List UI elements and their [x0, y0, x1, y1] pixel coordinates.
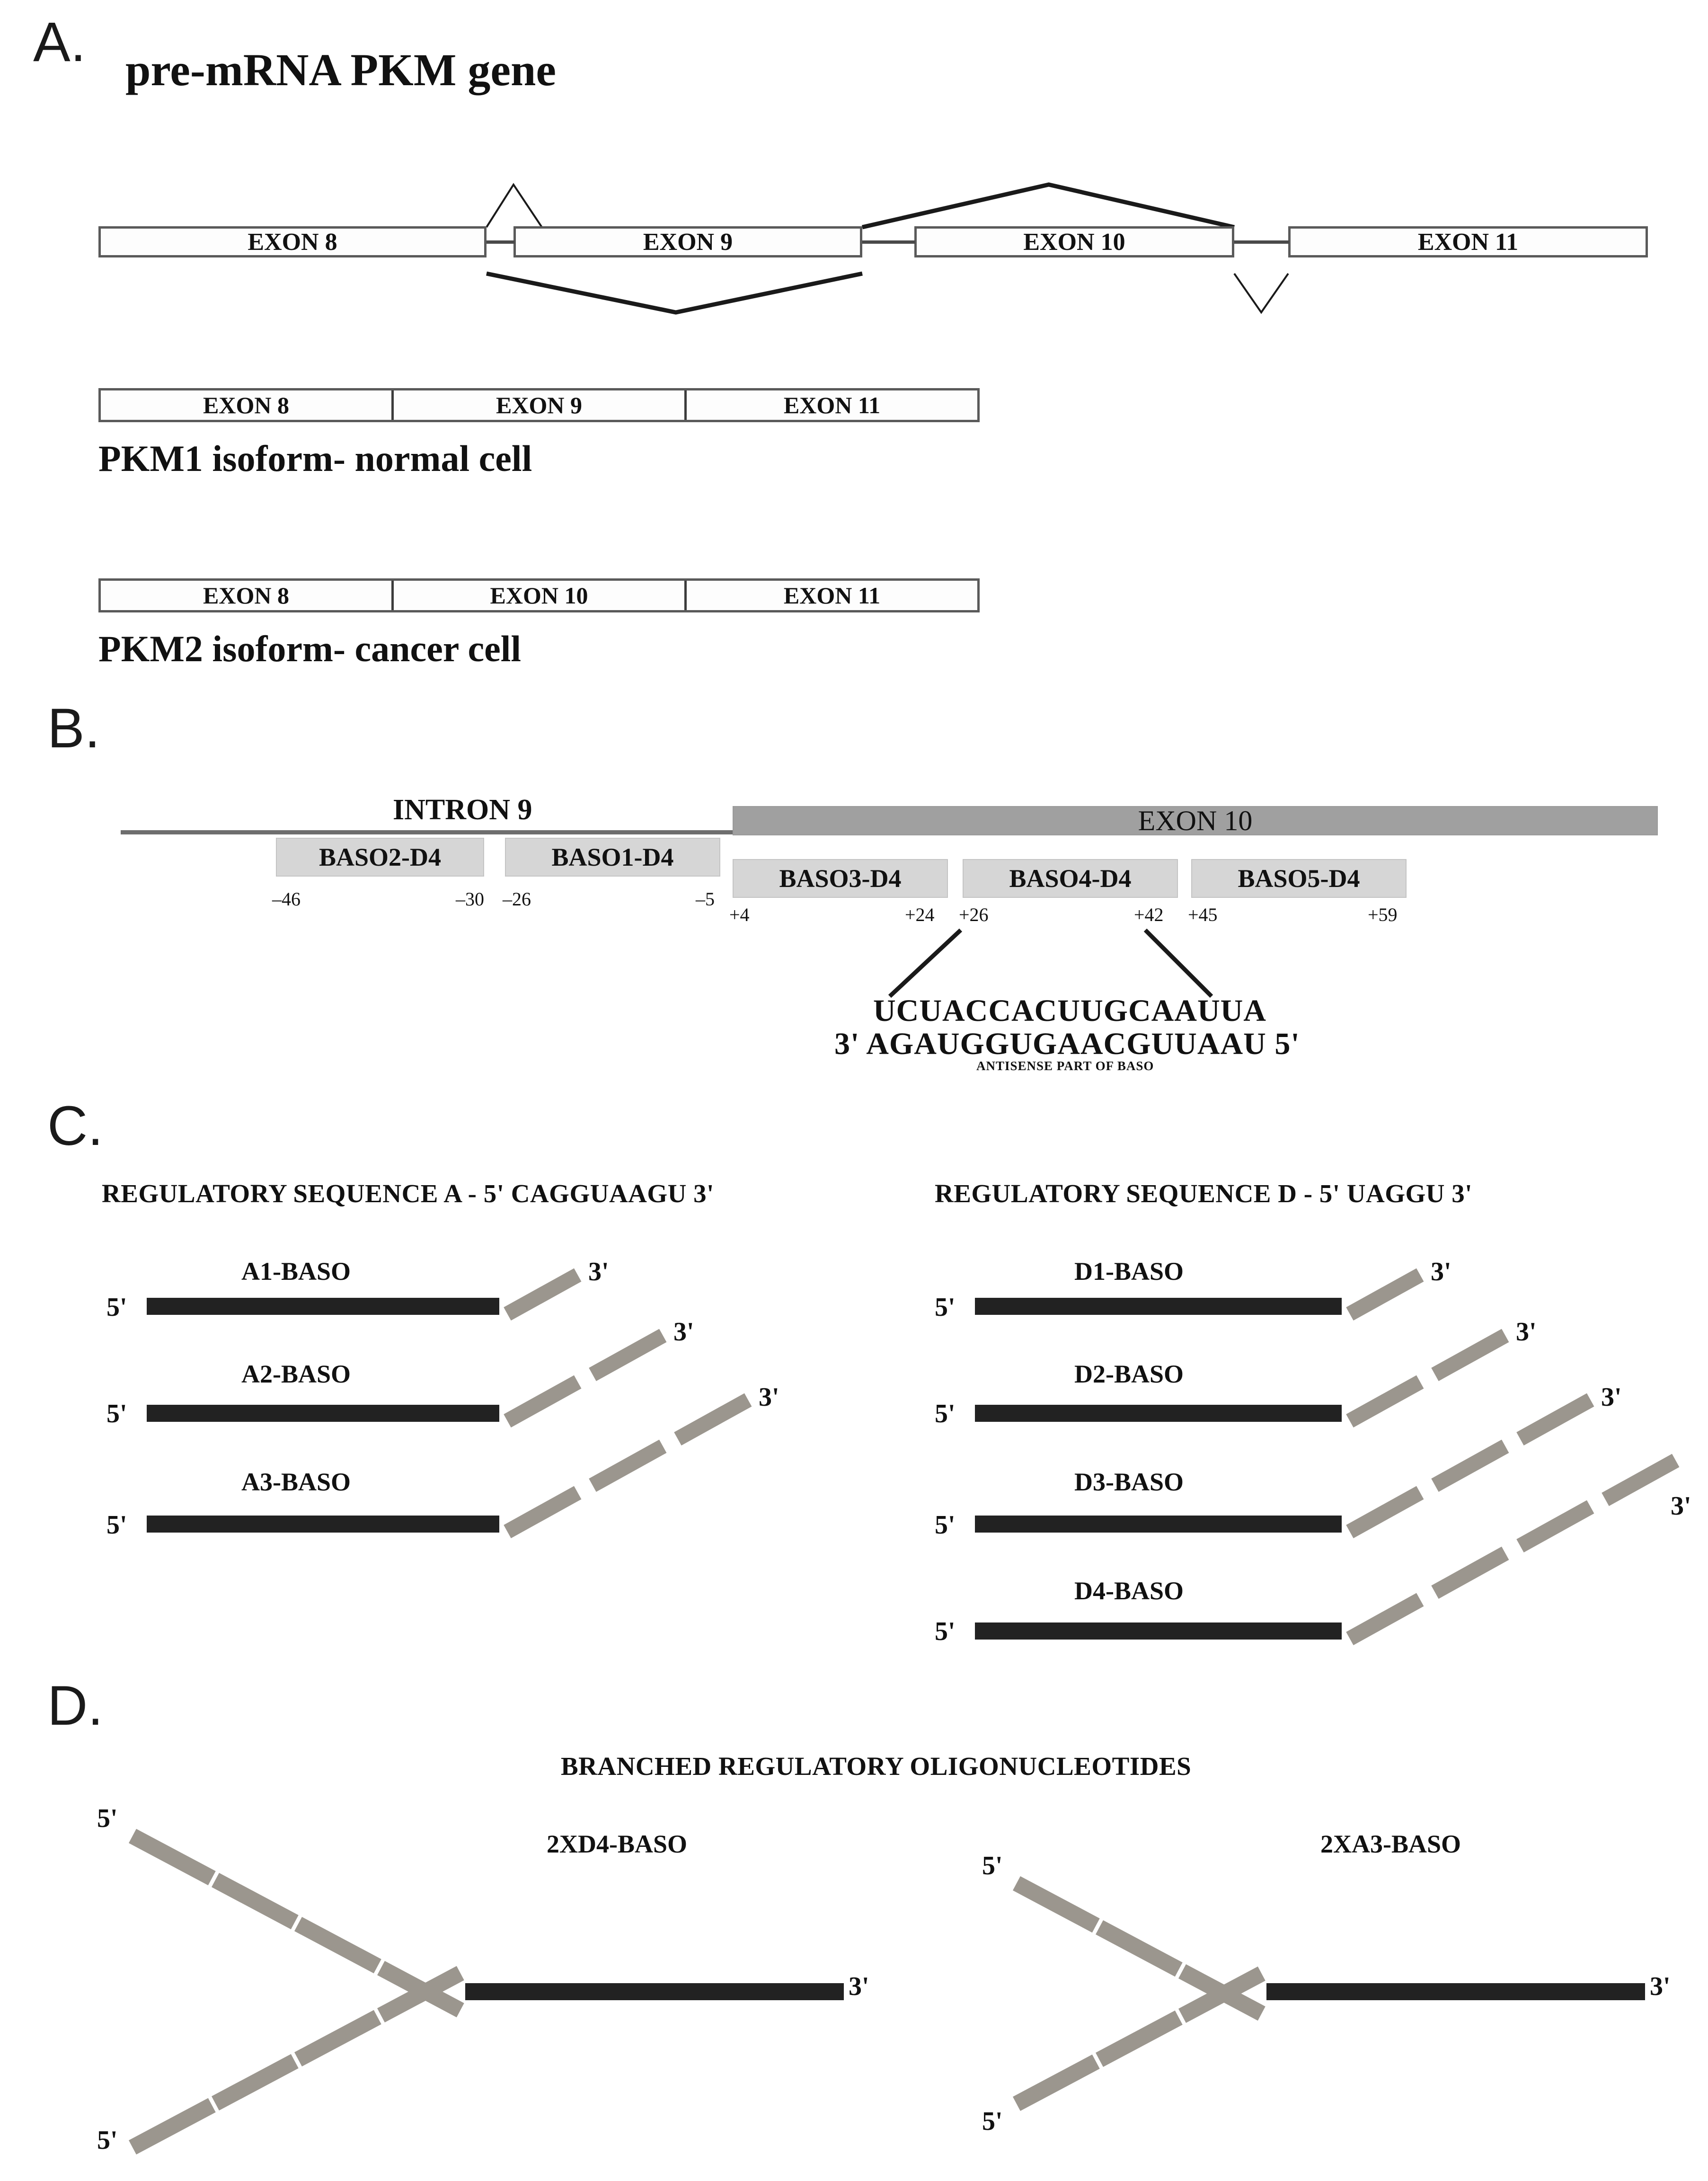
position-baso2-end: –30	[456, 888, 484, 910]
branched-dash-2xa3-bot-2	[1096, 2011, 1183, 2067]
three-prime-a2: 3'	[673, 1317, 694, 1347]
isoform2-exon-cell	[101, 581, 394, 610]
three-prime-a1: 3'	[588, 1257, 609, 1286]
five-prime-2xd4-bottom: 5'	[97, 2126, 118, 2155]
oligo-dash-d2-2	[1431, 1329, 1509, 1381]
branched-dash-2xd4-bot-3	[294, 2010, 381, 2066]
baso-box-baso3-d4[interactable]	[733, 859, 948, 898]
intron-connector-8-9	[487, 240, 515, 244]
position-baso1-end: –5	[696, 888, 715, 910]
panel-c-letter: C.	[47, 1095, 103, 1157]
panel-a-letter: A.	[33, 11, 86, 73]
sequence-sense: UCUACCACUUGCAAUUA	[873, 993, 1266, 1028]
five-prime-2xd4-top: 5'	[97, 1804, 118, 1833]
oligo-label-a1-baso: A1-BASO	[241, 1257, 351, 1286]
pkm2-isoform-strip	[98, 578, 980, 612]
oligo-label-d3-baso: D3-BASO	[1074, 1468, 1184, 1496]
isoform1-exon-cell	[394, 390, 687, 420]
sequence-antisense: 3' AGAUGGUGAACGUUAAU 5'	[834, 1027, 1300, 1061]
branched-dash-2xa3-bot-1	[1013, 2055, 1100, 2111]
premrna-exon-8	[98, 226, 487, 257]
three-prime-2xd4: 3'	[849, 1972, 869, 2001]
oligo-dash-d4-4	[1602, 1454, 1679, 1506]
baso-box-baso2-d4[interactable]	[276, 838, 484, 877]
three-prime-d1: 3'	[1431, 1257, 1451, 1286]
five-prime-d1: 5'	[935, 1293, 956, 1322]
oligo-dash-a3-3	[674, 1393, 752, 1445]
three-prime-d4: 3'	[1671, 1491, 1691, 1521]
position-baso5-start: +45	[1188, 904, 1218, 925]
oligo-dash-a3-1	[504, 1486, 581, 1538]
pkm2-caption: PKM2 isoform- cancer cell	[98, 628, 522, 669]
oligo-dash-d3-3	[1516, 1393, 1594, 1445]
oligo-dash-a3-2	[589, 1440, 666, 1492]
baso-label: BASO5-D4	[1238, 864, 1360, 893]
position-baso3-start: +4	[729, 904, 750, 925]
oligo-stem-a1-baso	[147, 1298, 499, 1315]
position-baso5-end: +59	[1368, 904, 1398, 925]
oligo-stem-d3-baso	[975, 1516, 1342, 1533]
branched-stem-2xa3-baso	[1266, 1983, 1645, 2000]
branched-dash-2xd4-top-1	[129, 1829, 216, 1885]
intron9-label: INTRON 9	[393, 794, 532, 826]
oligo-stem-d4-baso	[975, 1622, 1342, 1640]
panel-a-title: pre-mRNA PKM gene	[125, 44, 557, 95]
intron-connector-10-11	[1234, 240, 1289, 244]
baso-label: BASO1-D4	[551, 843, 674, 871]
branched-dash-2xa3-top-1	[1013, 1876, 1100, 1933]
regulatory-sequence-a-header: REGULATORY SEQUENCE A - 5' CAGGUAAGU 3'	[102, 1179, 714, 1208]
branched-label-2xd4-baso: 2XD4-BASO	[547, 1830, 688, 1858]
isoform2-exon-cell	[394, 581, 687, 610]
branched-stem-2xd4-baso	[465, 1983, 844, 2000]
oligo-label-d1-baso: D1-BASO	[1074, 1257, 1184, 1286]
branched-label-2xa3-baso: 2XA3-BASO	[1320, 1830, 1461, 1858]
five-prime-2xa3-top: 5'	[982, 1851, 1003, 1880]
exon-label: EXON 10	[1023, 228, 1125, 256]
regulatory-sequence-d-header: REGULATORY SEQUENCE D - 5' UAGGU 3'	[935, 1179, 1473, 1208]
exon-label: EXON 11	[783, 392, 881, 418]
oligo-dash-d3-1	[1346, 1486, 1424, 1538]
exon-label: EXON 9	[496, 392, 582, 418]
branched-dash-2xd4-top-3	[294, 1917, 381, 1973]
panel-b-letter: B.	[47, 697, 100, 760]
oligo-stem-d1-baso	[975, 1298, 1342, 1315]
exon-label: EXON 10	[490, 582, 588, 609]
position-baso4-end: +42	[1134, 904, 1164, 925]
panel-d-letter: D.	[47, 1675, 103, 1737]
exon-label: EXON 11	[1417, 228, 1519, 256]
position-baso4-start: +26	[959, 904, 989, 925]
five-prime-d3: 5'	[935, 1510, 956, 1540]
exon10-label: EXON 10	[1138, 805, 1253, 836]
branched-dash-2xd4-bot-1	[129, 2098, 216, 2154]
oligo-stem-a3-baso	[147, 1516, 499, 1533]
panel-b-exon10-band	[733, 806, 1658, 835]
five-prime-a1: 5'	[106, 1293, 127, 1322]
sequence-leader-lines	[0, 925, 1708, 1006]
oligo-stem-a2-baso	[147, 1405, 499, 1422]
intron9-line	[121, 830, 736, 834]
exon-label: EXON 9	[643, 228, 733, 256]
oligo-dash-a1-1	[504, 1268, 581, 1321]
oligo-dash-d4-2	[1431, 1547, 1509, 1599]
oligo-dash-a2-2	[589, 1329, 666, 1381]
three-prime-a3: 3'	[759, 1383, 779, 1412]
exon-label: EXON 8	[203, 392, 289, 418]
exon-label: EXON 8	[203, 582, 289, 609]
five-prime-a2: 5'	[106, 1399, 127, 1428]
oligo-label-d4-baso: D4-BASO	[1074, 1577, 1184, 1605]
oligo-dash-d4-1	[1346, 1593, 1424, 1645]
baso-box-baso4-d4[interactable]	[963, 859, 1178, 898]
position-baso2-start: –46	[272, 888, 301, 910]
oligo-dash-d1-1	[1346, 1268, 1424, 1321]
isoform1-exon-cell	[687, 390, 977, 420]
premrna-exon-10	[914, 226, 1234, 257]
sequence-caption: ANTISENSE PART OF BASO	[976, 1059, 1154, 1073]
five-prime-d4: 5'	[935, 1617, 956, 1646]
oligo-dash-d3-2	[1431, 1440, 1509, 1492]
five-prime-d2: 5'	[935, 1399, 956, 1428]
oligo-dash-a2-1	[504, 1375, 581, 1427]
five-prime-2xa3-bottom: 5'	[982, 2107, 1003, 2136]
oligo-label-a3-baso: A3-BASO	[241, 1468, 351, 1496]
baso-box-baso1-d4[interactable]	[505, 838, 720, 877]
exon-label: EXON 8	[248, 228, 337, 256]
premrna-exon-9	[513, 226, 862, 257]
pkm1-isoform-strip	[98, 388, 980, 422]
baso-box-baso5-d4[interactable]	[1191, 859, 1407, 898]
three-prime-2xa3: 3'	[1650, 1972, 1671, 2001]
oligo-label-d2-baso: D2-BASO	[1074, 1360, 1184, 1388]
position-baso1-start: –26	[503, 888, 531, 910]
oligo-dash-d4-3	[1516, 1500, 1594, 1552]
oligo-dash-d2-1	[1346, 1375, 1424, 1427]
oligo-stem-d2-baso	[975, 1405, 1342, 1422]
three-prime-d2: 3'	[1516, 1317, 1537, 1347]
baso-label: BASO4-D4	[1009, 864, 1132, 893]
oligo-label-a2-baso: A2-BASO	[241, 1360, 351, 1388]
pkm1-caption: PKM1 isoform- normal cell	[98, 438, 532, 479]
isoform1-exon-cell	[101, 390, 394, 420]
premrna-exon-11	[1288, 226, 1648, 257]
branched-dash-2xa3-top-2	[1096, 1920, 1183, 1977]
branched-oligos-header: BRANCHED REGULATORY OLIGONUCLEOTIDES	[561, 1752, 1192, 1781]
intron-connector-9-10	[862, 240, 915, 244]
branched-dash-2xd4-bot-2	[212, 2054, 299, 2110]
exon-label: EXON 11	[783, 582, 881, 609]
baso-label: BASO3-D4	[779, 864, 902, 893]
isoform2-exon-cell	[687, 581, 977, 610]
five-prime-a3: 5'	[106, 1510, 127, 1540]
branched-dash-2xd4-top-2	[212, 1873, 299, 1929]
position-baso3-end: +24	[905, 904, 935, 925]
three-prime-d3: 3'	[1601, 1383, 1622, 1412]
baso-label: BASO2-D4	[319, 843, 442, 871]
